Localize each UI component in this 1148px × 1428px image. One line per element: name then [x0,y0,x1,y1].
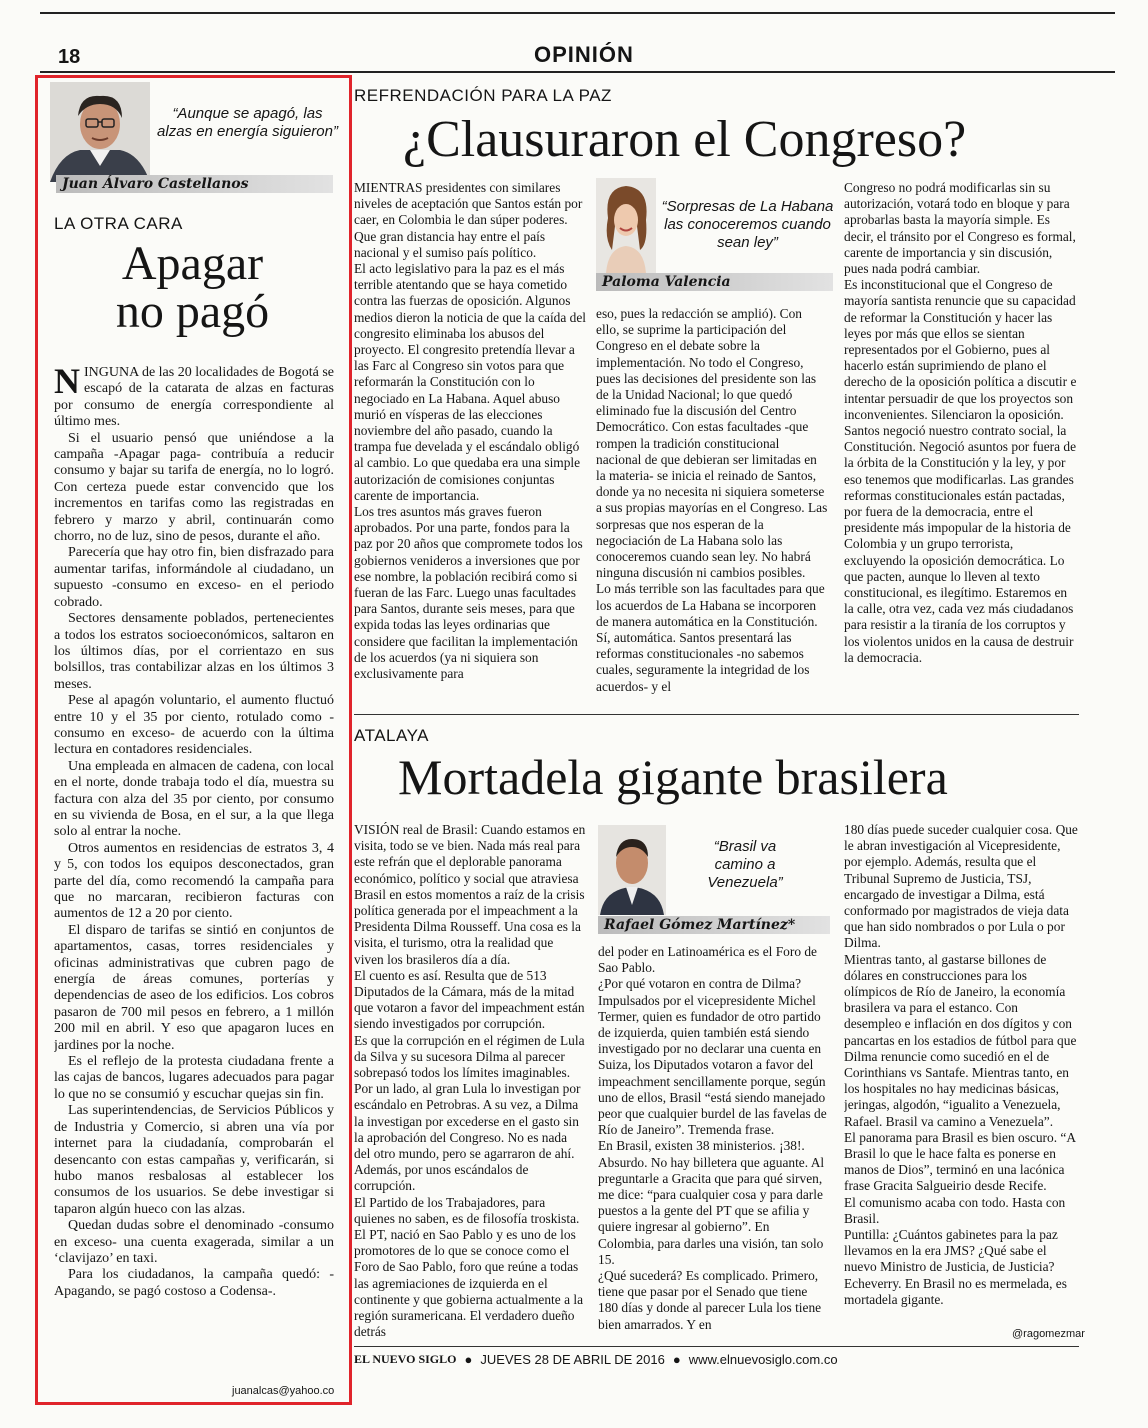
paragraph: ¿Qué sucederá? Es complicado. Primero, tiene que pasar por el Senado que tiene 180 días y donde al parecer Lula los tiene bien amarrados. Y en [598,1268,822,1332]
headline-line-2: no pagó [115,285,270,338]
article2-column-3 [844,822,1078,1322]
article1-column-2 [596,306,828,700]
paragraph: Si el usuario pensó que uniéndose a la campaña -Apagar paga- contribuía a reducir consumo y bajar su tarifa de energía, no lo logró. Con certeza puede estar convencido que los incrementos en tarifas como las registradas en febrero y marzo y abril, continuarán como chorro, no de luz, sino de pesos, durante el año. [54,430,334,545]
paragraph: Una empleada en almacen de cadena, con local en el norte, donde trabaja todo el día, muestra su factura con alza del 35 por ciento, por consumo en su vivienda de Bosa, en el sur, a la que llega solo al entrar la noche. [54,758,334,840]
article1-author: Paloma Valencia [596,273,833,291]
top-rule [40,12,1115,14]
paragraph: El Partido de los Trabajadores, para quienes no saben, es de filosofía troskista. El PT, nació en Sao Pablo y es uno de los promotores de lo que se conoce como el Foro de Sao Pablo, foro que reúne a todas las agremiaciones de izquierda en el continente y que gobierna actualmente a la región suramericana. El verdadero dueño detrás [354,1194,584,1340]
header-rule [40,71,1115,73]
footer-url[interactable]: www.elnuevosiglo.com.co [688,1352,838,1367]
article1-column-1 [354,180,586,700]
article1-column-3 [844,180,1078,700]
lead-paragraph: INGUNA de las 20 localidades de Bogotá se escapó de la catarata de alzas en facturas por consumo de energía correspondiente al último mes. [54,365,334,430]
paragraph: VISIÓN real de Brasil: Cuando estamos en visita, todo se ve bien. Nada más real para este refrán que el deplorable panorama económico, político y social que atraviesa Brasil en estos momentos a raíz de la crisis política generada por el impeachment a la Presidenta Dilma Rousseff. Una cosa es la visita, el turismo, otra la realidad que viven los brasileros día a día. [354,822,586,967]
paragraph: El cuento es así. Resulta que de 513 Diputados de la Cámara, más de la mitad que votaron a favor del impeachment están siendo investigados por corrupción. [354,967,585,1032]
author-name: Juan Álvaro Castellanos [56,175,333,193]
article1-pull-quote: “Sorpresas de La Habana las conoceremos cuando sean ley” [661,198,834,251]
article2-kicker: ATALAYA [354,726,429,745]
pull-quote: “Aunque se apagó, las alzas en energía siguieron” [157,105,338,140]
paragraph: El panorama para Brasil es bien oscuro. “A Brasil lo que le hace falta es ponerse en manos de Dios”, terminó en una lacónica frase Gracita Salgueirio desde Recife. [844,1129,1076,1194]
article1-title: ¿Clausuraron el Congreso? [403,111,967,168]
article2-title: Mortadela gigante brasilera [398,749,948,805]
article-divider [354,714,1079,715]
paragraph: Las superintendencias, de Servicios Públicos y de Industria y Comercio, si abren una vía por internet para la ciudadanía, comprobarán el desencanto con estas campañas y, verificarán, si hubo manos resbalosas al establecer los consumos de los usuarios. Se debe investigar si taparon algún hueco con las alzas. [54,1103,334,1217]
paragraph: Los tres asuntos más graves fueron aprobados. Por una parte, fondos para la paz por 20 años que compromete todos los gobiernos venideros a inversiones que por ese nombre, la población recibirá como si fueran de las Farc. Luego unas facultades para Santos, durante seis meses, para que expida todas las leyes ordinarias que considere que facilitan la implementación de los acuerdos (ya ni siquiera son exclusivamente para [354,504,583,682]
author-email[interactable]: juanalcas@yahoo.co [232,1385,335,1397]
paragraph: Parecería que hay otro fin, bien disfrazado para aumentar tarifas, informándole al ciudadano, un supuesto -consumo en exceso- en el periodo cobrado. [54,545,334,610]
paragraph: del poder en Latinoamérica es el Foro de Sao Pablo. [598,944,817,976]
footer [354,1352,838,1367]
paragraph: Puntilla: ¿Cuántos gabinetes para la paz llevamos en la era JMS? ¿Qué sabe el nuevo Ministro de Justicia, de Justicia? Echeverry. En Brasil no es mermelada, es mortadela gigante. [844,1227,1067,1307]
paragraph: Santos negoció nuestro contrato social, la Constitución. Negoció asuntos por fuera de la órbita de la Constitución y la ley, y por eso tenemos que modificarlas. Las grandes reformas constitucionales están pactadas, por fuera de la democracia, entre el presidente más impopular de la historia de Colombia y un grupo terrorista, excluyendo la oposición democrática. Lo que pacten, aunque lo lleven al texto constitucional, es ilegítimo. Estaremos en la calle, otra vez, cada vez más ciudadanos para resistir a la tiranía de los corruptos y los violentos unidos en la causa de destruir la democracia. [844,423,1077,665]
column-body [54,365,334,1331]
page-number: 18 [58,46,81,68]
headline [45,237,340,338]
article1-kicker: REFRENDACIÓN PARA LA PAZ [354,86,612,105]
footer-logo: EL NUEVO SIGLO [354,1352,457,1366]
paragraph: ¿Por qué votaron en contra de Dilma? Impulsados por el vicepresidente Michel Termer, quien es fundador de otro partido de izquierda, quien también está siendo investigado por no declarar una cuenta en Suiza, los Diputados votaron a favor del impeachment sencillamente porque, según uno de ellos, Brasil “está siendo manejado peor que cualquier burdel de las favelas de Río de Janeiro”. Tremenda frase. [598,976,827,1138]
paragraph: Congreso no podrá modificarlas sin su autorización, votará todo en bloque y para aprobarlas basta la mayoría simple. Es decir, el tránsito por el Congreso es formal, carente de importancia y sin discusión, pues nada podrá cambiar. [844,180,1076,277]
author-photo-valencia [596,178,656,273]
article2-author: Rafael Gómez Martínez* [598,916,830,934]
paragraph: Pese al apagón voluntario, el aumento fluctuó entre 10 y el 35 por ciento, rotulado como -consumo en exceso- de acuerdo con la última lectura en contadores residenciales. [54,693,334,758]
paragraph: Para los ciudadanos, la campaña quedó: -Apagando, se pagó costoso a Codensa-. [54,1267,334,1299]
paragraph: Lo más terrible son las facultades para que los acuerdos de La Habana se incorporen de manera automática en la Constitución. Sí, automática. Santos presentará las reformas constitucionales -no sabemos cuales, seguramente la integridad de los acuerdos- y el [596,581,825,694]
article2-pull-quote: “Brasil va camino a Venezuela” [707,838,783,891]
footer-date: JUEVES 28 DE ABRIL DE 2016 [480,1352,665,1367]
paragraph: MIENTRAS presidentes con similares niveles de aceptación que Santos están por caer, en Colombia le dan súper poderes. Que gran distancia hay entre el país nacional y el sumiso país político. [354,180,583,260]
paragraph: Mientras tanto, al gastarse billones de dólares en construcciones para los olímpicos de Río de Janeiro, la economía brasilera va para el estanco. Con desempleo e inflación en dos dígitos y con pancartas en los estadios de fútbol para que Dilma renuncie como sucedió en el de Corinthians vs Santafe. Mientras tanto, en los hospitales no hay medicinas básicas, jeringas, algodón, “igualito a Venezuela, Rafael. Brasil va camino a Venezuela”. [844,951,1077,1129]
author-photo-castellanos [50,82,150,182]
headline-line-1: Apagar [121,237,264,290]
paragraph: El comunismo acaba con todo. Hasta con Brasil. [844,1194,1066,1226]
footer-rule [354,1346,1079,1347]
paragraph: El acto legislativo para la paz es el más terrible atentando que se haya cometido contra las fuerzas de oposición. Algunos medios dieron la noticia de que la caída del congresito eliminaba los abusos del proyecto. El congresito pretendía llevar a las Farc al Congreso sin votos para que reformarán la Constitución con lo negociado en La Habana. Aquel abuso murió en vísperas de las elecciones noviembre del año pasado, cuando la trampa fue develada y el escándalo obligó al cambio. Lo que quedaba era una simple autorización de comisiones conjuntas carente de importancia. [354,261,586,503]
paragraph: Quedan dudas sobre el denominado -consumo en exceso- una cuenta exagerada, similar a un ‘clavijazo’ en taxi. [54,1218,334,1266]
column-kicker: LA OTRA CARA [54,214,183,233]
article2-column-2 [598,944,828,1342]
paragraph: En Brasil, existen 38 ministerios. ¡38!. Absurdo. No hay billetera que aguante. Al preguntarle a Gracita que para qué sirven, me dice: “para cualquier cosa y para darle puestos a la gente del PT que se afilia y quiere ingresar al gobierno”. En Colombia, para darles una visión, tan solo 15. [598,1138,825,1267]
article2-column-1 [354,822,586,1342]
author-photo-gomez [598,825,666,915]
twitter-handle[interactable]: @ragomezmar [1012,1328,1085,1340]
paragraph: eso, pues la redacción se amplió). Con ello, se suprime la participación del Congreso en el debate sobre la implementación. No todo el Congreso, pues las decisiones del presidente son las de la Unidad Nacional; lo que quedó eliminado fue la discusión del Centro Democrático. Con estas facultades -que rompen la tradición constitucional nacional de que debieran ser limitadas en la materia- se inicia el reinado de Santos, donde ya no necesita ni siquiera someterse a sus propias mayorías en el Congreso. Las sorpresas que nos esperan de la negociación de La Habana solo las conoceremos cuando sean ley. No habrá ninguna discusión ni cambios posibles. [596,306,828,581]
paragraph: Es el reflejo de la protesta ciudadana frente a las cajas de bancos, lugares adecuados para pagar lo que no se consumió y escuchar quejas sin fin. [54,1054,334,1102]
paragraph: Otros aumentos en residencias de estratos 3, 4 y 5, con todos los equipos desconectados, gran parte del día, como recomendó la campaña para que no marcaran, recibieron facturas con aumentos de 12 a 20 por ciento. [54,840,334,922]
paragraph: 180 días puede suceder cualquier cosa. Que le abran investigación al Vicepresidente, por ejemplo. Además, resulta que el Tribunal Supremo de Justicia, TSJ, encargado de investigar a Dilma, está conformado por magistrados de vieja data que han sido nombrados o por Lula o por Dilma. [844,822,1078,951]
section-title: OPINIÓN [534,42,634,67]
paragraph: Es inconstitucional que el Congreso de mayoría santista renuncie que su capacidad de reformar la Constitución y hacer las leyes por más que ellos se sientan representados por el Gobierno, pues al hacerlo están suprimiendo de plano el derecho de la oposición política a discutir e intentar persuadir de que los proyectos son inconvenientes. Silenciaron la oposición. [844,277,1077,422]
drop-cap: N [54,365,80,401]
paragraph: El disparo de tarifas se sintió en conjuntos de apartamentos, casas, torres residenciales y oficinas administrativas que cubren pago de energía de áreas comunes, porterías y dependencias de aseo de los edificios. Los cobros pasaron de 700 mil pesos en febrero, a 1 millón 200 mil en abril. Y eso que apagaron luces en jardines por la noche. [54,922,334,1053]
paragraph: Sectores densamente poblados, pertenecientes a todos los estratos socioeconómicos, saltaron en los últimos días, por el corrientazo en sus bolsillos, tras contabilizar alzas en los últimos 3 meses. [54,611,334,692]
paragraph: Es que la corrupción en el régimen de Lula da Silva y su sucesora Dilma al parecer sobrepasó todos los límites imaginables. Por un lado, al gran Lula lo investigan por escándalo en Petrobras. A su vez, a Dilma la investigan por excederse en el gasto sin la aprobación del Congreso. No es nada del otro mundo, pero se agarraron de ahí. Además, por unos escándalos de corrupción. [354,1032,585,1194]
bullet-icon: ● [464,1352,473,1367]
bullet-icon: ● [672,1352,681,1367]
